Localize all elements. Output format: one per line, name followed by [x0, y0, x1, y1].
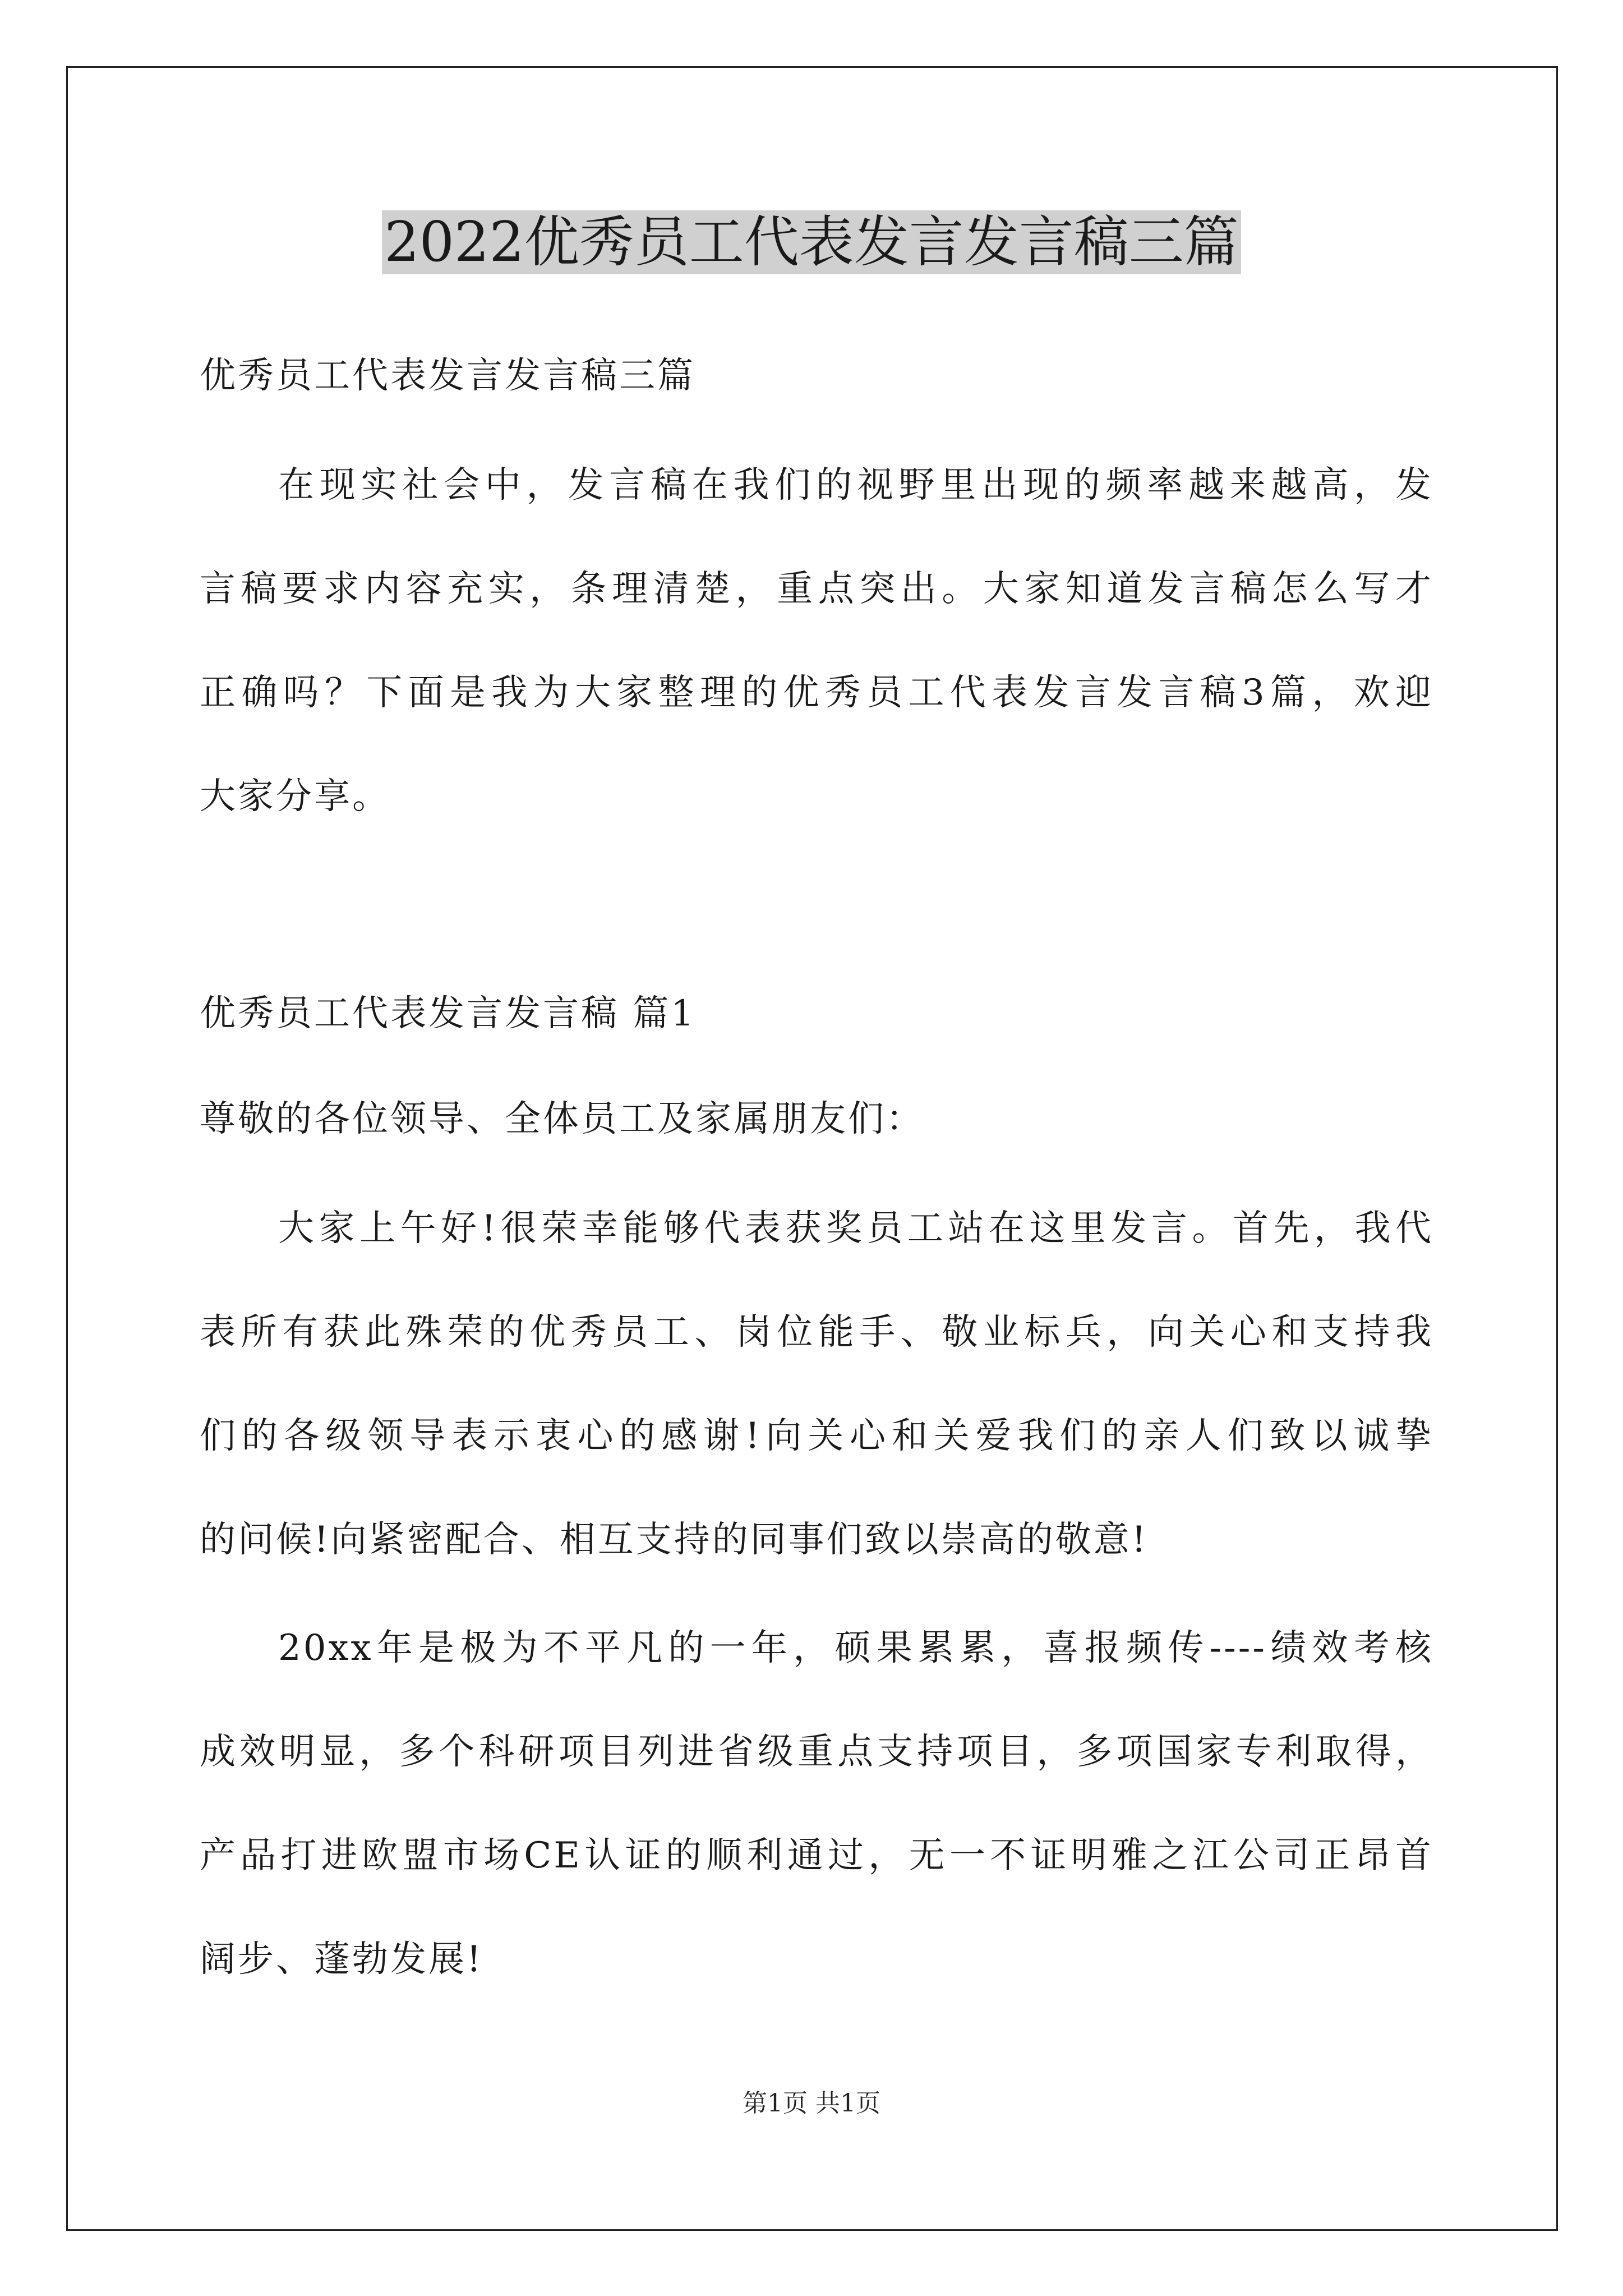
paragraph-line: 们的各级领导表示衷心的感谢!向关心和关爱我们的亲人们致以诚挚 [200, 1415, 1433, 1457]
section-heading: 优秀员工代表发言发言稿 篇1 [200, 993, 697, 1034]
intro-line: 在现实社会中，发言稿在我们的视野里出现的频率越来越高，发 [278, 464, 1433, 506]
paragraph-line: 20xx年是极为不平凡的一年，硕果累累，喜报频传----绩效考核 [278, 1627, 1433, 1669]
paragraph-line: 产品打进欧盟市场CE认证的顺利通过，无一不证明雅之江公司正昂首 [200, 1835, 1433, 1876]
paragraph-line: 阔步、蓬勃发展! [200, 1939, 483, 1980]
intro-line: 言稿要求内容充实，条理清楚，重点突出。大家知道发言稿怎么写才 [200, 568, 1433, 610]
salutation: 尊敬的各位领导、全体员工及家属朋友们： [200, 1098, 924, 1140]
document-title: 2022优秀员工代表发言发言稿三篇 [0, 203, 1623, 282]
intro-line: 大家分享。 [200, 776, 390, 817]
paragraph-line: 的问候!向紧密配合、相互支持的同事们致以崇高的敬意! [200, 1519, 1149, 1561]
paragraph-line: 表所有获此殊荣的优秀员工、岗位能手、敬业标兵，向关心和支持我 [200, 1312, 1433, 1353]
paragraph-line: 大家上午好!很荣幸能够代表获奖员工站在这里发言。首先，我代 [278, 1208, 1433, 1249]
document-subtitle: 优秀员工代表发言发言稿三篇 [200, 355, 695, 397]
paragraph-line: 成效明显，多个科研项目列进省级重点支持项目，多项国家专利取得， [200, 1731, 1433, 1773]
intro-line: 正确吗？下面是我为大家整理的优秀员工代表发言发言稿3篇，欢迎 [200, 672, 1433, 714]
page-footer: 第1页 共1页 [743, 2089, 880, 2118]
